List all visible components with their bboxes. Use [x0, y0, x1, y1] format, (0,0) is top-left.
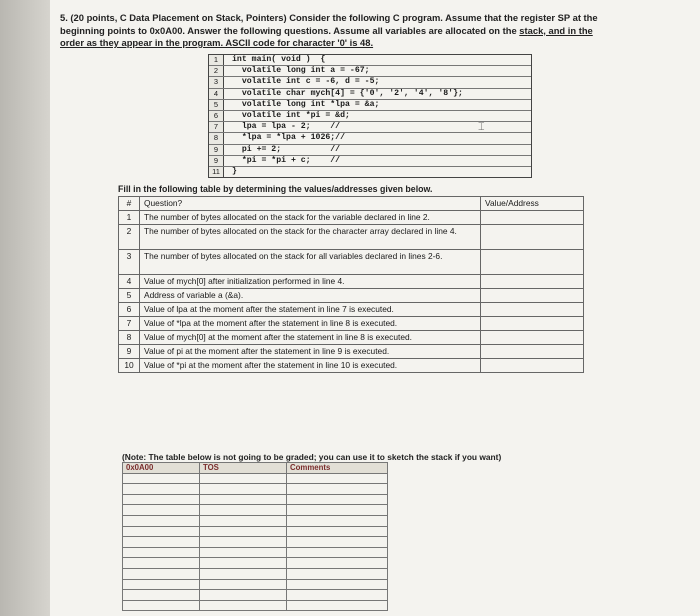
stack-cell[interactable] — [200, 484, 287, 495]
stack-cell[interactable] — [200, 590, 287, 601]
stack-cell[interactable] — [287, 558, 388, 569]
question-row — [119, 275, 584, 289]
code-line — [209, 167, 531, 177]
code-line-text: volatile char mych[4] = {'0', '2', '4', '8'}; — [232, 88, 463, 98]
stack-cell[interactable] — [287, 600, 388, 611]
question-row — [119, 250, 584, 275]
answer-cell[interactable] — [481, 331, 584, 345]
text-cursor-icon: ⌶ — [478, 121, 485, 133]
stack-cell[interactable] — [123, 473, 200, 484]
code-line-number: 9 — [209, 145, 224, 155]
code-line-text: *pi = *pi + c; // — [232, 155, 341, 165]
questions-header-row — [119, 197, 584, 211]
stack-row — [123, 558, 388, 569]
stack-row — [123, 590, 388, 601]
answer-cell[interactable] — [481, 303, 584, 317]
code-line-number: 5 — [209, 100, 224, 110]
question-text: The number of bytes allocated on the stack for all variables declared in lines 2-6. — [140, 250, 481, 275]
code-line — [209, 89, 531, 100]
answer-cell[interactable] — [481, 359, 584, 373]
header-value: Value/Address — [481, 197, 584, 211]
heading-stack-word: st — [519, 24, 528, 36]
stack-sketch-table — [122, 462, 388, 611]
stack-cell[interactable] — [200, 558, 287, 569]
stack-row — [123, 515, 388, 526]
question-number: 4 — [119, 275, 140, 289]
stack-cell[interactable] — [123, 505, 200, 516]
code-line-number: 3 — [209, 77, 224, 87]
answer-cell[interactable] — [481, 345, 584, 359]
stack-cell[interactable] — [123, 547, 200, 558]
question-number: 10 — [119, 359, 140, 373]
question-text: Value of mych[0] after initialization performed in line 4. — [140, 275, 481, 289]
heading-tail: ack, and in the order as they appear in the program. ASCII code for character '0' is 48. — [60, 24, 593, 48]
answer-cell[interactable] — [481, 317, 584, 331]
problem-heading — [60, 12, 600, 50]
stack-row — [123, 484, 388, 495]
code-line-text: *lpa = *lpa + 1026;// — [232, 133, 346, 143]
stack-row — [123, 547, 388, 558]
answer-cell[interactable] — [481, 275, 584, 289]
stack-cell[interactable] — [200, 547, 287, 558]
stack-cell[interactable] — [287, 537, 388, 548]
stack-cell[interactable] — [287, 515, 388, 526]
stack-cell[interactable] — [200, 568, 287, 579]
stack-cell[interactable] — [123, 558, 200, 569]
question-number: 1 — [119, 211, 140, 225]
answer-cell[interactable] — [481, 211, 584, 225]
question-row — [119, 211, 584, 225]
stack-cell[interactable] — [123, 568, 200, 579]
question-text: Value of *lpa at the moment after the statement in line 8 is executed. — [140, 317, 481, 331]
code-line-text: pi += 2; // — [232, 144, 341, 154]
question-row — [119, 359, 584, 373]
question-text: Value of lpa at the moment after the statement in line 7 is executed. — [140, 303, 481, 317]
stack-cell[interactable] — [123, 579, 200, 590]
code-line-number: 1 — [209, 55, 224, 65]
answer-cell[interactable] — [481, 289, 584, 303]
page-shadow — [0, 0, 50, 616]
stack-cell[interactable] — [287, 579, 388, 590]
stack-cell[interactable] — [200, 494, 287, 505]
stack-cell[interactable] — [287, 547, 388, 558]
stack-header-addr: 0x0A00 — [123, 463, 200, 474]
stack-cell[interactable] — [200, 526, 287, 537]
stack-row — [123, 537, 388, 548]
stack-cell[interactable] — [200, 473, 287, 484]
question-text: Value of *pi at the moment after the statement in line 10 is executed. — [140, 359, 481, 373]
code-line-text: volatile int c = -6, d = -5; — [232, 77, 380, 87]
stack-header-tos: TOS — [200, 463, 287, 474]
question-text: Value of pi at the moment after the statement in line 9 is executed. — [140, 345, 481, 359]
question-text: Address of variable a (&a). — [140, 289, 481, 303]
stack-cell[interactable] — [200, 505, 287, 516]
stack-cell[interactable] — [287, 494, 388, 505]
code-line-number: 9 — [209, 156, 224, 166]
stack-cell[interactable] — [123, 537, 200, 548]
code-line — [209, 100, 531, 111]
stack-row — [123, 473, 388, 484]
stack-row — [123, 579, 388, 590]
stack-row — [123, 505, 388, 516]
code-line — [209, 55, 531, 66]
stack-cell[interactable] — [287, 568, 388, 579]
code-listing — [208, 54, 532, 178]
code-line-number: 2 — [209, 66, 224, 76]
question-text: The number of bytes allocated on the stack for the variable declared in line 2. — [140, 211, 481, 225]
question-row — [119, 317, 584, 331]
code-line — [209, 133, 531, 144]
stack-row — [123, 494, 388, 505]
question-row — [119, 225, 584, 250]
question-text: The number of bytes allocated on the stack for the character array declared in line 4. — [140, 225, 481, 250]
stack-cell[interactable] — [123, 600, 200, 611]
code-line-text: lpa = lpa - 2; // — [232, 122, 341, 132]
code-line-text: volatile long int *lpa = &a; — [232, 99, 380, 109]
stack-cell[interactable] — [287, 473, 388, 484]
code-line — [209, 66, 531, 77]
stack-cell[interactable] — [123, 515, 200, 526]
stack-header-comments: Comments — [287, 463, 388, 474]
header-num: # — [119, 197, 140, 211]
code-line-text: int main( void ) { — [232, 55, 326, 64]
stack-cell[interactable] — [287, 505, 388, 516]
stack-cell[interactable] — [123, 494, 200, 505]
question-number: 6 — [119, 303, 140, 317]
question-row — [119, 289, 584, 303]
stack-row — [123, 526, 388, 537]
question-row — [119, 303, 584, 317]
question-number: 7 — [119, 317, 140, 331]
sketch-note: (Note: The table below is not going to be graded; you can use it to sketch the stack if you want) — [122, 452, 502, 462]
code-line-text: volatile int *pi = &d; — [232, 110, 350, 120]
question-number: 8 — [119, 331, 140, 345]
code-line-number: 6 — [209, 111, 224, 121]
header-question: Question? — [140, 197, 481, 211]
code-line — [209, 156, 531, 167]
stack-cell[interactable] — [200, 537, 287, 548]
code-line-number: 4 — [209, 89, 224, 99]
code-line-text: volatile long int a = -67; — [232, 66, 370, 76]
question-number: 2 — [119, 225, 140, 250]
code-line — [209, 145, 531, 156]
question-row — [119, 345, 584, 359]
fill-instructions: Fill in the following table by determining the values/addresses given below. — [118, 184, 433, 194]
stack-cell[interactable] — [200, 515, 287, 526]
stack-cell[interactable] — [287, 484, 388, 495]
stack-cell[interactable] — [287, 590, 388, 601]
stack-cell[interactable] — [200, 579, 287, 590]
question-number: 5 — [119, 289, 140, 303]
code-line-number: 8 — [209, 133, 224, 143]
answer-cell[interactable] — [481, 250, 584, 275]
code-line — [209, 77, 531, 88]
stack-cell[interactable] — [123, 590, 200, 601]
stack-cell[interactable] — [123, 484, 200, 495]
answer-cell[interactable] — [481, 225, 584, 250]
question-number: 3 — [119, 250, 140, 275]
stack-row — [123, 600, 388, 611]
stack-header-row — [123, 463, 388, 474]
stack-cell[interactable] — [123, 526, 200, 537]
stack-cell[interactable] — [200, 600, 287, 611]
code-line-number: 11 — [209, 167, 224, 177]
question-number: 9 — [119, 345, 140, 359]
stack-row — [123, 568, 388, 579]
code-line-text: } — [232, 166, 237, 176]
code-line-number: 7 — [209, 122, 224, 132]
stack-cell[interactable] — [287, 526, 388, 537]
question-row — [119, 331, 584, 345]
questions-table — [118, 196, 584, 373]
question-text: Value of mych[0] at the moment after the statement in line 8 is executed. — [140, 331, 481, 345]
heading-main: 5. (20 points, C Data Placement on Stack, Pointers) Consider the following C program. Assume that the register SP at the beginning points to 0x0A00. Answer the following questions. Assume all variables are allocated on the — [60, 12, 598, 36]
